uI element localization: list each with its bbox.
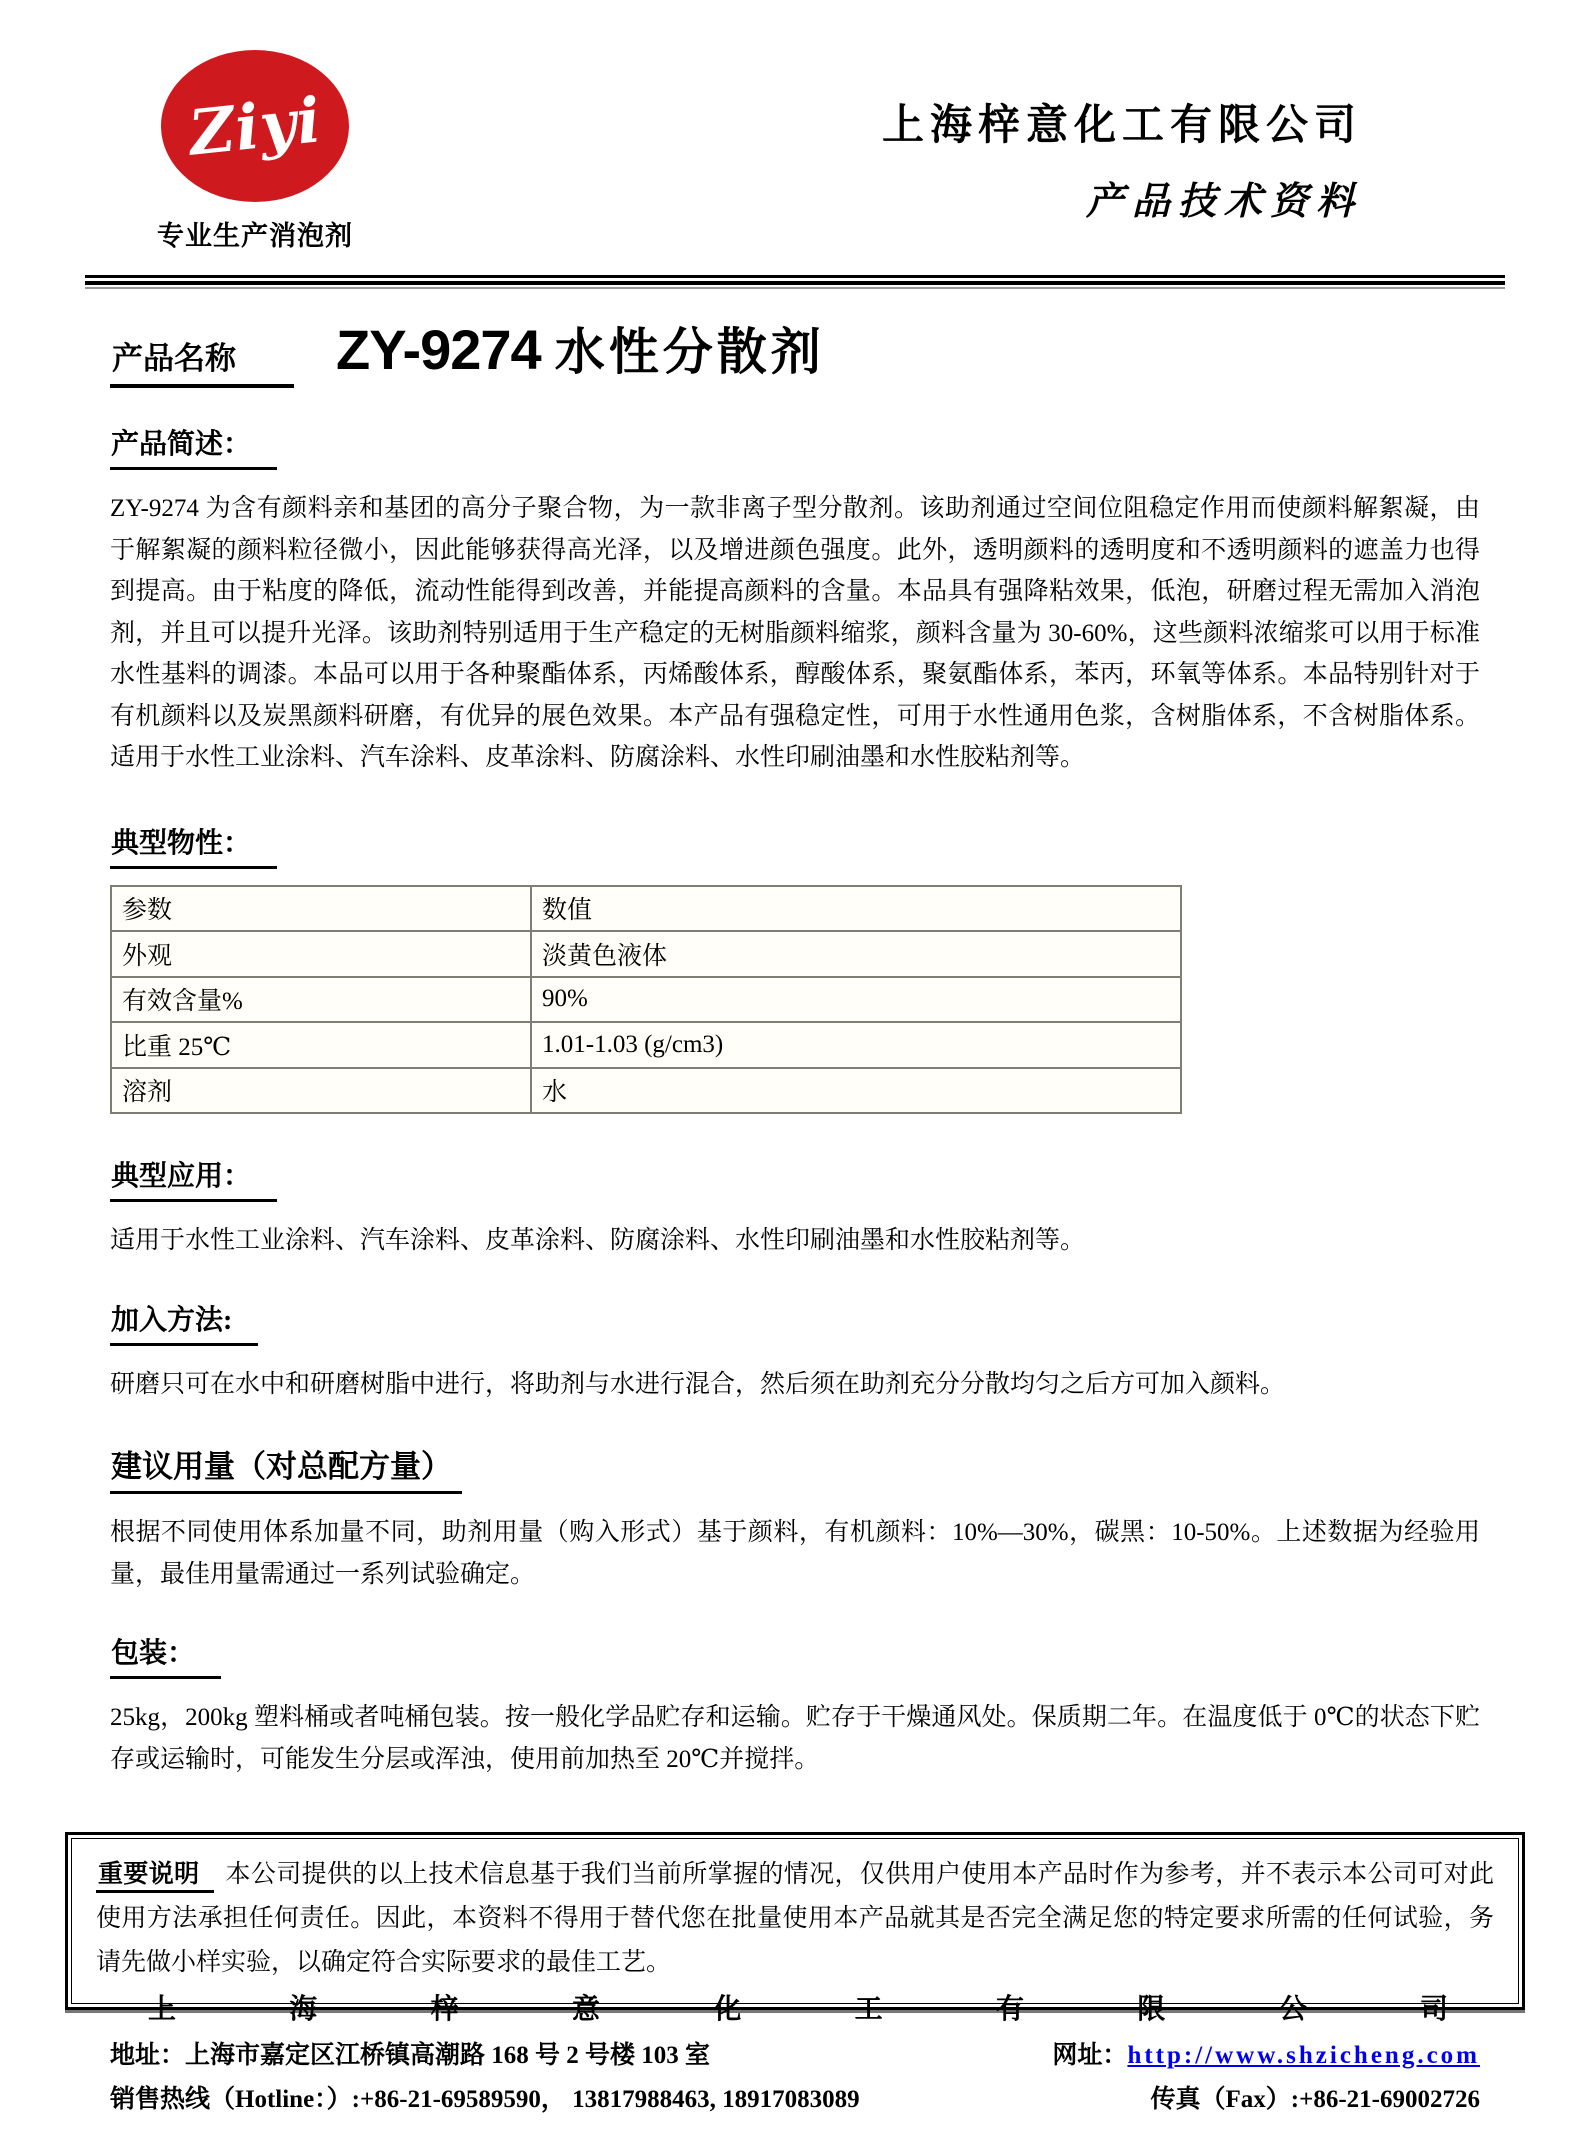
website-link[interactable]: http://www.shzicheng.com bbox=[1127, 2042, 1480, 2069]
company-name: 上海梓意化工有限公司 bbox=[881, 103, 1362, 149]
dosage-heading: 建议用量（对总配方量） bbox=[110, 1441, 462, 1494]
table-header-value: 数值 bbox=[531, 886, 1181, 932]
product-title-row bbox=[110, 312, 1480, 388]
table-header-parameter: 参数 bbox=[111, 886, 531, 932]
table-row bbox=[111, 977, 1181, 1023]
doc-type-title: 产品技术资料 bbox=[1085, 181, 1362, 223]
method-heading: 加入方法: bbox=[110, 1298, 258, 1346]
table-cell-value: 淡黄色液体 bbox=[531, 931, 1181, 977]
notice-body: 本公司提供的以上技术信息基于我们当前所掌握的情况，仅供用户使用本产品时作为参考，并不表示本公司可对此使用方法承担任何责任。因此，本资料不得用于替代您在批量使用本产品就其是否完全满足您的特定要求所需的任何试验，务请先做小样实验，以确定符合实际要求的最佳工艺。 bbox=[96, 1861, 1494, 1976]
product-code: ZY-9274 bbox=[336, 318, 541, 381]
fax-group bbox=[1150, 2079, 1480, 2115]
section-dosage bbox=[110, 1405, 1480, 1494]
table-row bbox=[111, 931, 1181, 977]
dosage-body: 根据不同使用体系加量不同，助剂用量（购入形式）基于颜料，有机颜料：10%—30%，碳黑：10-50%。上述数据为经验用量，最佳用量需通过一系列试验确定。 bbox=[110, 1519, 1480, 1588]
logo-block bbox=[120, 50, 390, 253]
website-group bbox=[1052, 2035, 1480, 2071]
fax-label: 传真（Fax） bbox=[1150, 2086, 1291, 2113]
product-name: 水性分散剂 bbox=[554, 324, 825, 380]
footer-contact-line bbox=[110, 2079, 1480, 2115]
section-overview bbox=[110, 422, 1480, 470]
hotline-numbers: :+86-21-69589590， 13817988463, 18917083089 bbox=[351, 2086, 860, 2113]
table-cell-value: 水 bbox=[531, 1068, 1181, 1114]
hotline-group bbox=[110, 2079, 860, 2115]
section-applications bbox=[110, 1154, 1480, 1202]
overview-body: ZY-9274 为含有颜料亲和基团的高分子聚合物，为一款非离子型分散剂。该助剂通过空间位阻稳定作用而使颜料解絮凝，由于解絮凝的颜料粒径微小，因此能够获得高光泽，以及增进颜色强度。此外，透明颜料的透明度和不透明颜料的遮盖力也得到提高。由于粘度的降低，流动性能得到改善，并能提高颜料的含量。本品具有强降粘效果，低泡，研磨过程无需加入消泡剂，并且可以提升光泽。该助剂特别适用于生产稳定的无树脂颜料缩浆，颜料含量为 30-60%，这些颜料浓缩浆可以用于标准水性基料的调漆。本品可以用于各种聚酯体系，丙烯酸体系，醇酸体系，聚氨酯体系，苯丙，环氧等体系。本品特别针对于有机颜料以及炭黑颜料研磨，有优异的展色效果。本产品有强稳定性，可用于水性通用色浆，含树脂体系，不含树脂体系。适用于水性工业涂料、汽车涂料、皮革涂料、防腐涂料、水性印刷油墨和水性胶粘剂等。 bbox=[110, 495, 1480, 771]
product-name-label: 产品名称 bbox=[110, 333, 294, 388]
table-header-row bbox=[111, 886, 1181, 932]
section-packaging bbox=[110, 1631, 1480, 1679]
logo-tagline: 专业生产消泡剂 bbox=[157, 221, 353, 251]
page-footer bbox=[110, 1987, 1480, 2115]
table-row bbox=[111, 1022, 1181, 1068]
table-cell-label: 比重 25℃ bbox=[111, 1022, 531, 1068]
footer-company-name: 上海梓意化工有限公司 bbox=[148, 1994, 1450, 2025]
applications-heading: 典型应用： bbox=[110, 1154, 277, 1202]
address-value: 上海市嘉定区江桥镇高潮路 168 号 2 号楼 103 室 bbox=[185, 2042, 711, 2069]
logo-text: Ziyi bbox=[185, 82, 325, 170]
ziyi-logo-icon bbox=[161, 50, 349, 202]
table-cell-value: 1.01-1.03 (g/cm3) bbox=[531, 1022, 1181, 1068]
hotline-label: 销售热线（Hotline：） bbox=[110, 2086, 352, 2113]
table-cell-label: 有效含量% bbox=[111, 977, 531, 1023]
address-label: 地址： bbox=[110, 2042, 186, 2069]
section-properties bbox=[110, 821, 1480, 869]
properties-heading: 典型物性： bbox=[110, 821, 277, 869]
packaging-heading: 包装： bbox=[110, 1631, 221, 1679]
notice-content bbox=[71, 1838, 1519, 2004]
table-cell-label: 溶剂 bbox=[111, 1068, 531, 1114]
table-row bbox=[111, 1068, 1181, 1114]
method-body: 研磨只可在水中和研磨树脂中进行，将助剂与水进行混合，然后须在助剂充分分散均匀之后方可加入颜料。 bbox=[110, 1370, 1286, 1398]
properties-table bbox=[110, 885, 1182, 1115]
header-divider-rule bbox=[85, 275, 1505, 290]
page-header bbox=[110, 0, 1480, 253]
overview-heading: 产品简述： bbox=[110, 422, 277, 470]
address-text bbox=[110, 2035, 710, 2071]
important-notice-box bbox=[65, 1832, 1525, 2010]
table-cell-value: 90% bbox=[531, 977, 1181, 1023]
notice-label: 重要说明 bbox=[96, 1861, 214, 1893]
fax-number: :+86-21-69002726 bbox=[1290, 2086, 1480, 2113]
website-label: 网址： bbox=[1052, 2042, 1128, 2069]
header-right bbox=[882, 50, 1362, 253]
footer-address-line bbox=[110, 2035, 1480, 2071]
applications-body: 适用于水性工业涂料、汽车涂料、皮革涂料、防腐涂料、水性印刷油墨和水性胶粘剂等。 bbox=[110, 1227, 1086, 1254]
section-method bbox=[110, 1298, 1480, 1346]
packaging-body: 25kg，200kg 塑料桶或者吨桶包装。按一般化学品贮存和运输。贮存于干燥通风处。保质期二年。在温度低于 0℃的状态下贮存或运输时，可能发生分层或浑浊，使用前加热至 20℃并搅拌。 bbox=[110, 1704, 1480, 1773]
table-cell-label: 外观 bbox=[111, 931, 531, 977]
